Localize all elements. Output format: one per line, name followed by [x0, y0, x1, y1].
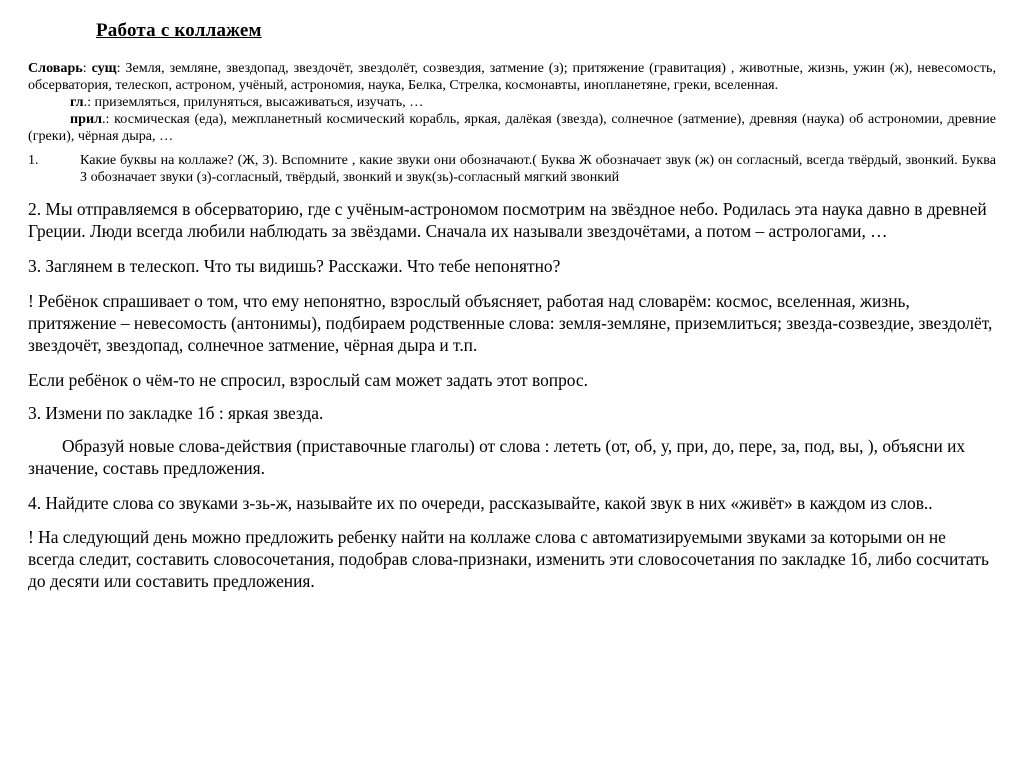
- paragraph-telescope: 3. Заглянем в телескоп. Что ты видишь? Расскажи. Что тебе непонятно?: [28, 256, 561, 277]
- page-title: Работа с коллажем: [96, 20, 262, 41]
- vocabulary-adj-label: прил: [70, 111, 102, 128]
- vocabulary-verb-label: гл: [70, 94, 84, 111]
- vocabulary-nouns-line: [28, 60, 996, 94]
- paragraph-bookmark-task: 3. Измени по закладке 1б : яркая звезда.: [28, 402, 324, 423]
- vocabulary-noun-label: сущ: [91, 60, 117, 76]
- paragraph-form-new-words: Образуй новые слова-действия (приставочные глаголы) от слова : лететь (от, об, у, при, до, пере, за, под, вы, ), объясни их значение, составь предложения.: [28, 435, 966, 478]
- paragraph-child-asks: ! Ребёнок спрашивает о том, что ему непонятно, взрослый объясняет, работая над словарём: космос, вселенная, жизнь, притяжение – невесомость (антонимы), подбираем родственные слова: земля-земляне, приземлиться; звезда-созвездие, звездолёт, звездочёт, звездопад, солнечное затмение, чёрная дыра и т.п.: [28, 291, 993, 355]
- vocabulary-nouns-text: : Земля, земляне, звездопад, звездочёт, звездолёт, созвездия, затмение (з); притяжение (гравитация) , животные, жизнь, ужин (ж), невесомость, обсерватория, телескоп, астроном, учёный, астрономия, наука, Белка, Стрелка, космонавты, инопланетяне, греки, вселенная.: [28, 60, 996, 94]
- vocabulary-dictionary-colon: :: [82, 60, 92, 76]
- vocabulary-verbs-line: [28, 94, 996, 111]
- numbered-item-1-marker: 1.: [28, 152, 39, 169]
- paragraph-observatory: 2. Мы отправляемся в обсерваторию, где с учёным-астрономом посмотрим на звёздное небо. Родилась эта наука давно в древней Греции. Люди всегда любили наблюдать за звёздами. Сначала их называли звездочётами, а потом – астрологами, …: [28, 199, 987, 242]
- vocabulary-adjectives-text: .: космическая (еда), межпланетный космический корабль, яркая, далёкая (звезда), солнечное (затмение), древняя (наука) об астрономии, древние (греки), чёрная дыра, …: [28, 111, 996, 145]
- paragraph-find-sounds: 4. Найдите слова со звуками з-зь-ж, называйте их по очереди, рассказывайте, какой звук в них «живёт» в каждом из слов..: [28, 492, 933, 513]
- vocabulary-verbs-text: .: приземляться, прилуняться, высаживаться, изучать, …: [83, 94, 424, 111]
- numbered-item-1: [28, 152, 996, 186]
- paragraph-if-child-did-not-ask: Если ребёнок о чём-то не спросил, взрослый сам может задать этот вопрос.: [28, 369, 588, 390]
- paragraph-next-day: ! На следующий день можно предложить ребенку найти на коллаже слова с автоматизируемыми звуками за которыми он не всегда следит, составить словосочетания, подобрав слова-признаки, изменить эти словосочетания по закладке 1б, либо сосчитать до десяти или составить предложения.: [28, 527, 989, 592]
- vocabulary-block: [28, 60, 996, 145]
- vocabulary-dictionary-label: Словарь: [28, 60, 83, 76]
- vocabulary-adjectives-line: [28, 111, 996, 145]
- numbered-item-1-text: Какие буквы на коллаже? (Ж, З). Вспомните , какие звуки они обозначают.( Буква Ж обозначает звук (ж) он согласный, всегда твёрдый, звонкий. Буква З обозначает звуки (з)-согласный, твёрдый, звонкий и звук(зь)-согласный мягкий звонкий: [80, 152, 996, 186]
